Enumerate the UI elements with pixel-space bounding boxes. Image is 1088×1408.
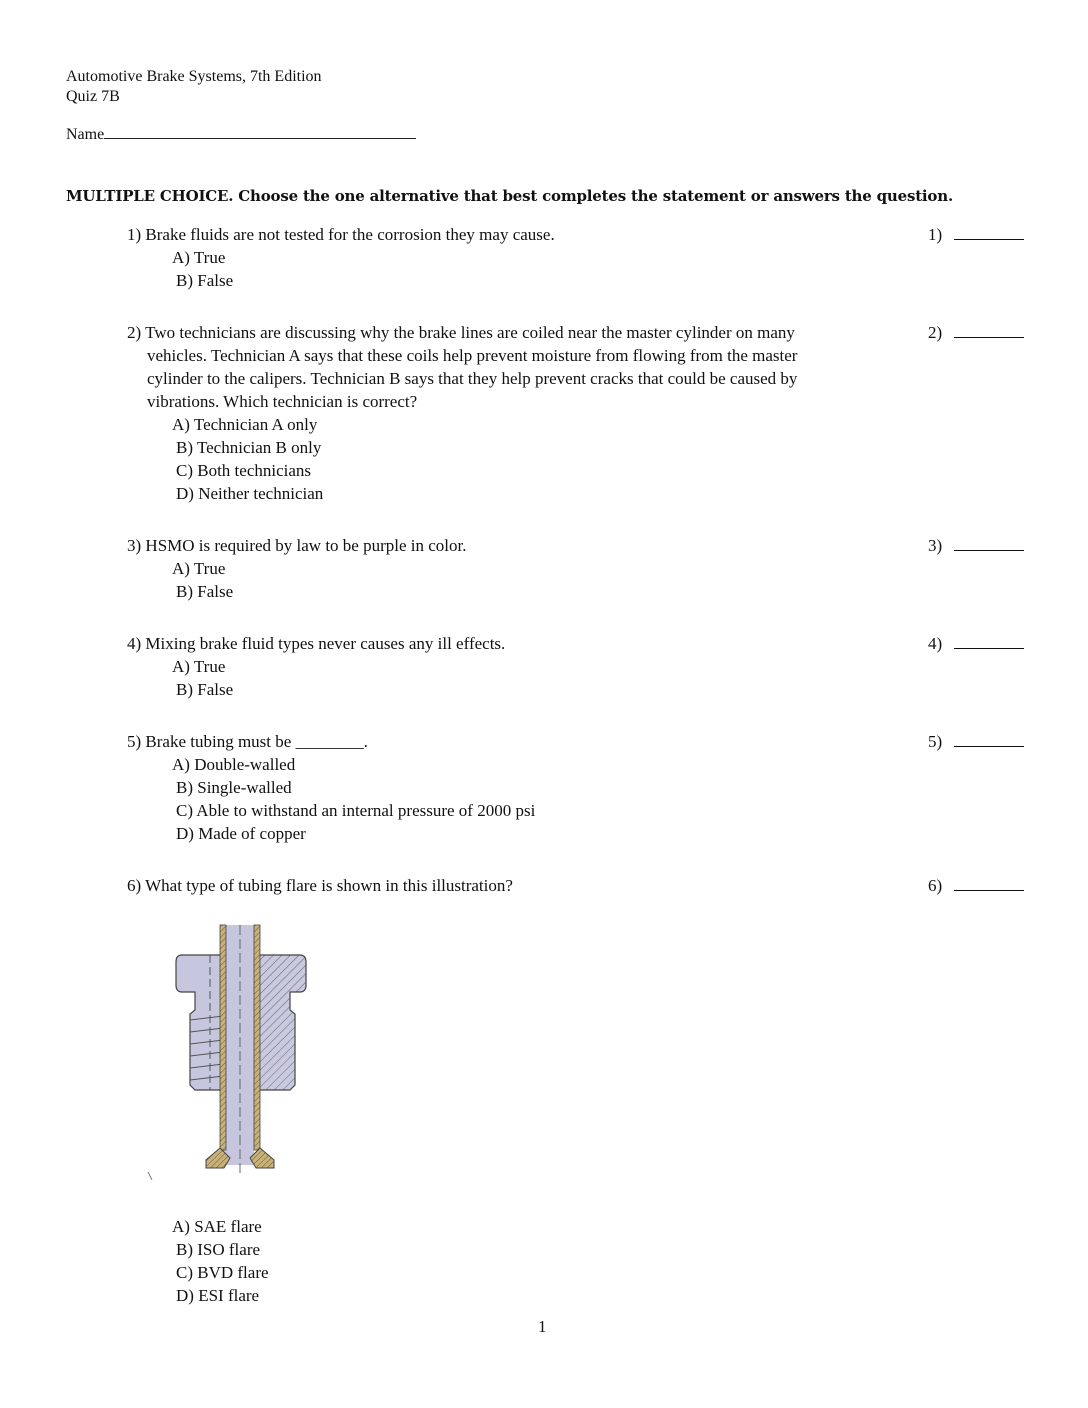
question-text: Brake fluids are not tested for the corrosion they may cause.: [145, 225, 555, 244]
answer-option: C) BVD flare: [176, 1263, 269, 1282]
answer-number: 4): [928, 634, 943, 653]
answer-line[interactable]: [954, 323, 1024, 338]
tubing-flare-illustration: [140, 910, 340, 1180]
question-text: vehicles. Technician A says that these coils help prevent moisture from flowing from the master: [147, 346, 798, 365]
question-2: [127, 321, 907, 505]
answer-option: B) False: [176, 680, 234, 699]
quiz-label: Quiz 7B: [66, 88, 120, 105]
question-number: 2): [127, 323, 142, 342]
name-field: [66, 123, 416, 146]
name-blank: [104, 124, 416, 139]
answer-option: A) Technician A only: [172, 415, 318, 434]
answer-option: A) True: [172, 559, 226, 578]
answer-option: A) SAE flare: [172, 1217, 262, 1236]
answer-blank-5[interactable]: [928, 730, 1024, 753]
answer-number: 2): [928, 323, 943, 342]
question-number: 3): [127, 536, 142, 555]
answer-option: B) Technician B only: [176, 438, 322, 457]
question-text: vibrations. Which technician is correct?: [147, 392, 418, 411]
answer-option: B) False: [176, 271, 234, 290]
question-text: Mixing brake fluid types never causes any ill effects.: [145, 634, 506, 653]
answer-line[interactable]: [954, 536, 1024, 551]
answer-blank-6[interactable]: [928, 874, 1024, 897]
answer-option: A) True: [172, 248, 226, 267]
document-title: Automotive Brake Systems, 7th Edition: [66, 68, 322, 85]
answer-blank-2[interactable]: [928, 321, 1024, 344]
question-number: 6): [127, 876, 142, 895]
answer-number: 5): [928, 732, 943, 751]
question-4: [127, 632, 907, 701]
answer-line[interactable]: [954, 225, 1024, 240]
name-label: Name: [66, 126, 105, 143]
answer-option: B) False: [176, 582, 234, 601]
answer-line[interactable]: [954, 634, 1024, 649]
answer-line[interactable]: [954, 732, 1024, 747]
answer-option: D) Made of copper: [176, 824, 306, 843]
question-text: Brake tubing must be ________.: [145, 732, 368, 751]
answer-blank-3[interactable]: [928, 534, 1024, 557]
question-text: cylinder to the calipers. Technician B says that they help prevent cracks that could be caused by: [147, 369, 798, 388]
answer-option: D) Neither technician: [176, 484, 324, 503]
page-number: 1: [538, 1317, 547, 1336]
question-text: HSMO is required by law to be purple in color.: [145, 536, 467, 555]
answer-option: A) Double-walled: [172, 755, 296, 774]
answer-blank-4[interactable]: [928, 632, 1024, 655]
question-1: [127, 223, 907, 292]
answer-option: C) Able to withstand an internal pressure of 2000 psi: [176, 801, 536, 820]
question-number: 5): [127, 732, 142, 751]
answer-line[interactable]: [954, 876, 1024, 891]
answer-option: A) True: [172, 657, 226, 676]
question-text: What type of tubing flare is shown in this illustration?: [145, 876, 513, 895]
answer-number: 1): [928, 225, 943, 244]
answer-option: B) ISO flare: [176, 1240, 261, 1259]
answer-number: 6): [928, 876, 943, 895]
question-number: 4): [127, 634, 142, 653]
question-3: [127, 534, 907, 603]
question-5: [127, 730, 907, 845]
question-text: Two technicians are discussing why the brake lines are coiled near the master cylinder on many: [145, 323, 795, 342]
question-number: 1): [127, 225, 142, 244]
answer-blank-1[interactable]: [928, 223, 1024, 246]
answer-option: C) Both technicians: [176, 461, 312, 480]
answer-option: D) ESI flare: [176, 1286, 260, 1305]
instructions: MULTIPLE CHOICE. Choose the one alternative that best completes the statement or answers the question.: [66, 187, 953, 205]
answer-option: B) Single-walled: [176, 778, 292, 797]
answer-number: 3): [928, 536, 943, 555]
